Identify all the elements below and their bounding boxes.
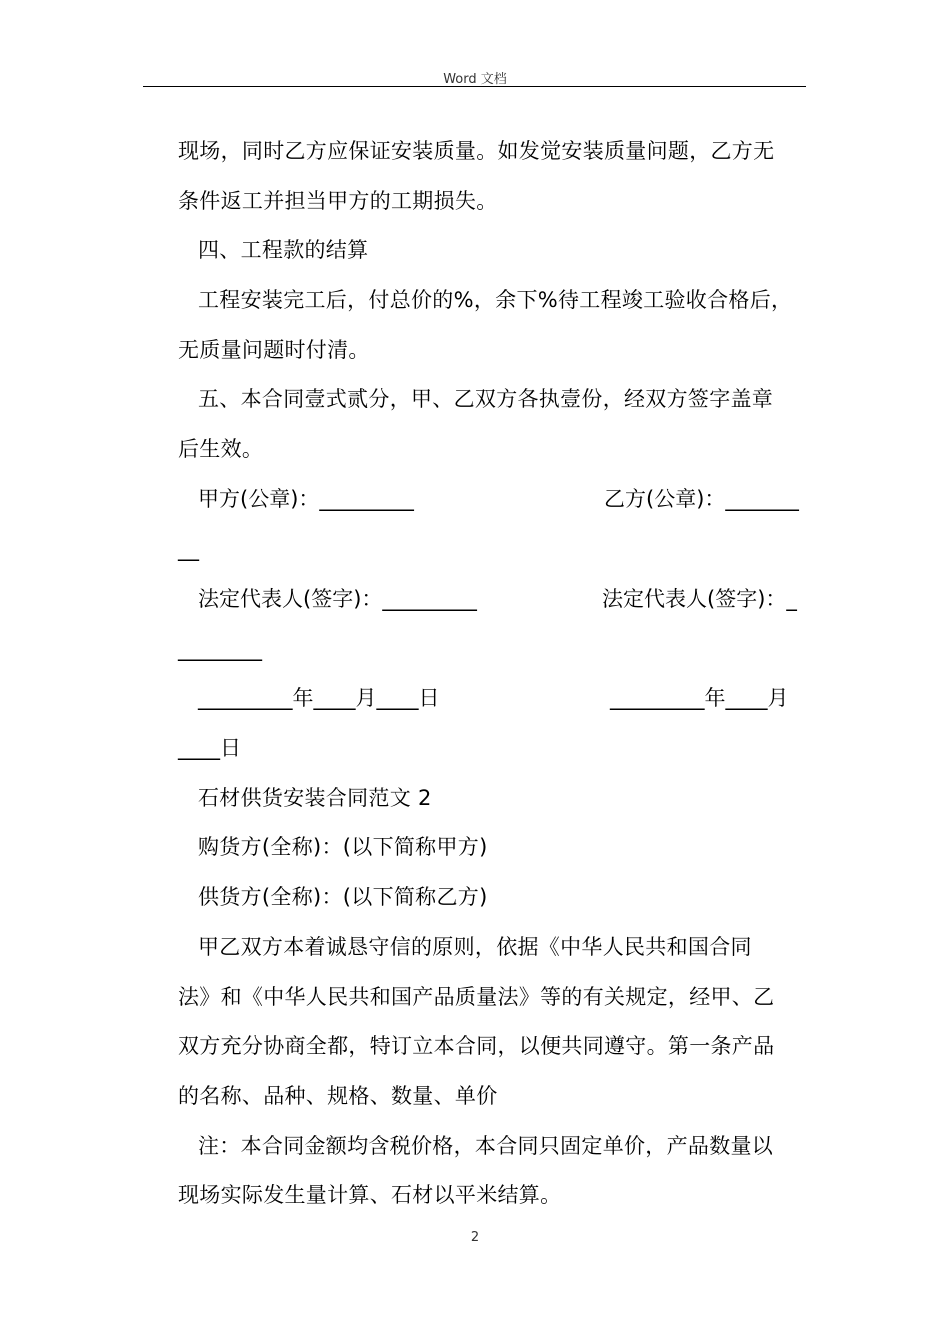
header-title: Word 文档 <box>443 72 507 87</box>
rep-a-signature: 法定代表人(签字)：_________ <box>198 587 477 611</box>
body-line: 甲乙双方本着诚恳守信的原则，依据《中华人民共和国合同 <box>198 935 752 959</box>
section-title: 石材供货安装合同范文 2 <box>198 786 432 810</box>
note-line: 注：本合同金额均含税价格，本合同只固定单价，产品数量以 <box>198 1134 774 1158</box>
rep-b-signature: 法定代表人(签字)：_ <box>602 587 797 611</box>
party-a-seal: 甲方(公章)：_________ <box>198 487 414 511</box>
section-heading: 四、工程款的结算 <box>198 238 369 262</box>
note-line: 现场实际发生量计算、石材以平米结算。 <box>178 1183 562 1207</box>
page-number: 2 <box>470 1230 480 1245</box>
body-line: 条件返工并担当甲方的工期损失。 <box>178 189 498 213</box>
header-divider <box>143 86 806 87</box>
body-line: 现场，同时乙方应保证安装质量。如发觉安装质量问题，乙方无 <box>178 139 775 163</box>
buyer-line: 购货方(全称)：(以下简称甲方) <box>198 835 488 859</box>
body-line: 后生效。 <box>178 437 264 461</box>
date-a: _________年____月____日 <box>198 686 440 710</box>
body-line: 工程安装完工后，付总价的%，余下%待工程竣工验收合格后， <box>198 288 793 312</box>
date-b: _________年____月 <box>610 686 789 710</box>
body-line: 的名称、品种、规格、数量、单价 <box>178 1084 498 1108</box>
rep-b-signature-cont: ________ <box>178 637 262 661</box>
body-line: 双方充分协商全都，特订立本合同，以便共同遵守。第一条产品 <box>178 1034 775 1058</box>
supplier-line: 供货方(全称)：(以下简称乙方) <box>198 885 488 909</box>
party-b-seal-cont: __ <box>178 537 199 561</box>
section-heading: 五、本合同壹式贰分，甲、乙双方各执壹份，经双方签字盖章 <box>198 387 774 411</box>
body-line: 无质量问题时付清。 <box>178 338 370 362</box>
party-b-seal: 乙方(公章)：_______ <box>604 487 799 511</box>
date-b-cont: ____日 <box>178 736 241 760</box>
body-line: 法》和《中华人民共和国产品质量法》等的有关规定，经甲、乙 <box>178 985 775 1009</box>
